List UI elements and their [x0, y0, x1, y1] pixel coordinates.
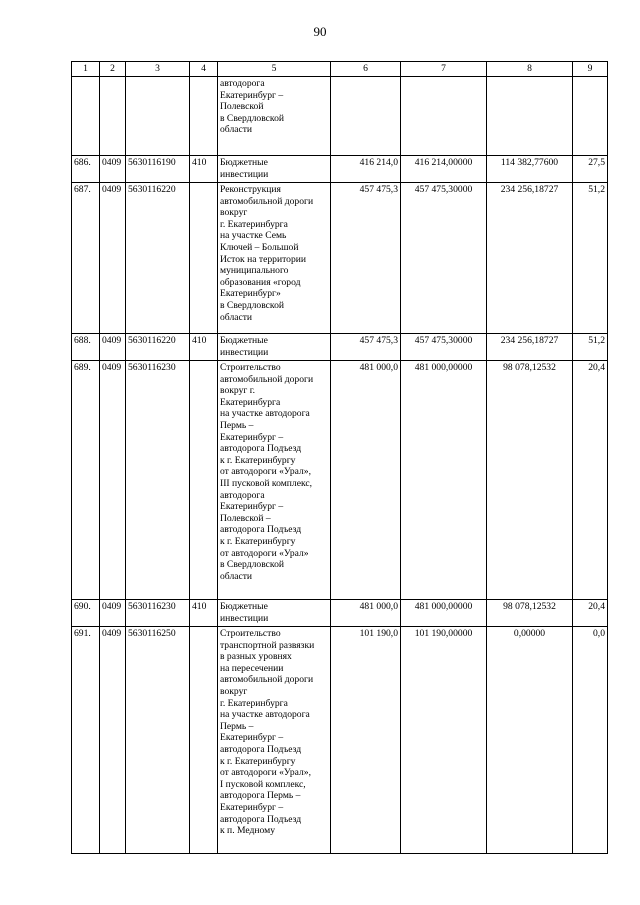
planned-amount: 101 190,0 [331, 627, 401, 854]
header-col-5: 5 [218, 62, 331, 77]
target-article-code: 5630116220 [126, 183, 190, 334]
section-code [100, 77, 126, 156]
target-article-code: 5630116230 [126, 600, 190, 627]
planned-amount: 457 475,3 [331, 183, 401, 334]
approved-amount: 481 000,00000 [401, 361, 487, 600]
target-article-code: 5630116190 [126, 156, 190, 183]
table-row [72, 183, 608, 334]
planned-amount: 481 000,0 [331, 361, 401, 600]
approved-amount: 457 475,30000 [401, 334, 487, 361]
header-col-1: 1 [72, 62, 100, 77]
executed-amount: 234 256,18727 [487, 334, 573, 361]
table-row [72, 600, 608, 627]
expense-type-code [190, 627, 218, 854]
row-number: 691. [72, 627, 100, 854]
item-name: Строительство автомобильной дороги вокруг г. Екатеринбурга на участке автодорога Пермь – Екатеринбург – автодорога Подъезд к г. Екатеринбургу от автодороги «Урал», III пусковой комплекс, автодорога Екатеринбург – Полевской – автодорога Подъезд к г. Екатеринбургу от автодороги «Урал» в Свердловской области [218, 361, 331, 600]
execution-percent [573, 77, 608, 156]
executed-amount: 0,00000 [487, 627, 573, 854]
expense-type-code: 410 [190, 600, 218, 627]
execution-percent: 20,4 [573, 361, 608, 600]
approved-amount [401, 77, 487, 156]
target-article-code: 5630116220 [126, 334, 190, 361]
item-name: Строительство транспортной развязки в разных уровнях на пересечении автомобильной дороги вокруг г. Екатеринбурга на участке автодорога Пермь – Екатеринбург – автодорога Подъезд к г. Екатеринбургу от автодороги «Урал», I пусковой комплекс, автодорога Пермь – Екатеринбург – автодорога Подъезд к п. Медному [218, 627, 331, 854]
section-code: 0409 [100, 183, 126, 334]
item-name: Бюджетные инвестиции [218, 600, 331, 627]
executed-amount: 234 256,18727 [487, 183, 573, 334]
approved-amount: 481 000,00000 [401, 600, 487, 627]
row-number: 688. [72, 334, 100, 361]
item-name: Бюджетные инвестиции [218, 334, 331, 361]
header-col-3: 3 [126, 62, 190, 77]
execution-percent: 27,5 [573, 156, 608, 183]
row-number [72, 77, 100, 156]
executed-amount: 98 078,12532 [487, 600, 573, 627]
expense-type-code [190, 183, 218, 334]
table-row [72, 361, 608, 600]
planned-amount: 481 000,0 [331, 600, 401, 627]
execution-percent: 20,4 [573, 600, 608, 627]
execution-percent: 0,0 [573, 627, 608, 854]
approved-amount: 101 190,00000 [401, 627, 487, 854]
table-row [72, 156, 608, 183]
header-col-6: 6 [331, 62, 401, 77]
approved-amount: 416 214,00000 [401, 156, 487, 183]
header-col-4: 4 [190, 62, 218, 77]
row-number: 689. [72, 361, 100, 600]
executed-amount [487, 77, 573, 156]
header-col-7: 7 [401, 62, 487, 77]
expense-type-code: 410 [190, 334, 218, 361]
row-number: 686. [72, 156, 100, 183]
table-row [72, 77, 608, 156]
target-article-code: 5630116230 [126, 361, 190, 600]
budget-table [71, 61, 608, 854]
execution-percent: 51,2 [573, 334, 608, 361]
expense-type-code [190, 361, 218, 600]
section-code: 0409 [100, 334, 126, 361]
page-number: 90 [313, 24, 327, 39]
table-row [72, 627, 608, 854]
item-name: автодорога Екатеринбург – Полевской в Свердловской области [218, 77, 331, 156]
header-row [72, 62, 608, 77]
item-name: Реконструкция автомобильной дороги вокруг г. Екатеринбурга на участке Семь Ключей – Большой Исток на территории муниципального образования «город Екатеринбург» в Свердловской области [218, 183, 331, 334]
planned-amount: 457 475,3 [331, 334, 401, 361]
item-name: Бюджетные инвестиции [218, 156, 331, 183]
planned-amount [331, 77, 401, 156]
approved-amount: 457 475,30000 [401, 183, 487, 334]
expense-type-code [190, 77, 218, 156]
section-code: 0409 [100, 600, 126, 627]
section-code: 0409 [100, 361, 126, 600]
planned-amount: 416 214,0 [331, 156, 401, 183]
section-code: 0409 [100, 156, 126, 183]
table-row [72, 334, 608, 361]
header-col-2: 2 [100, 62, 126, 77]
target-article-code [126, 77, 190, 156]
execution-percent: 51,2 [573, 183, 608, 334]
executed-amount: 98 078,12532 [487, 361, 573, 600]
header-col-8: 8 [487, 62, 573, 77]
header-col-9: 9 [573, 62, 608, 77]
target-article-code: 5630116250 [126, 627, 190, 854]
expense-type-code: 410 [190, 156, 218, 183]
executed-amount: 114 382,77600 [487, 156, 573, 183]
section-code: 0409 [100, 627, 126, 854]
row-number: 687. [72, 183, 100, 334]
row-number: 690. [72, 600, 100, 627]
